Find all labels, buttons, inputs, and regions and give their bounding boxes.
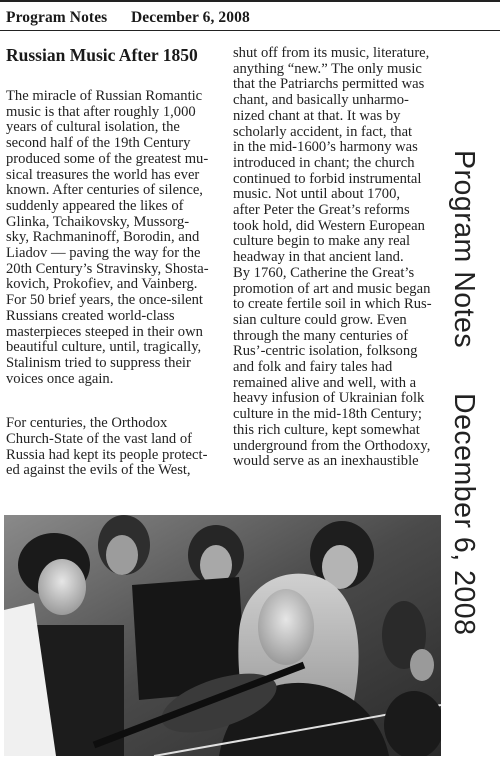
text-line: to create fertile soil in which Rus- <box>233 296 432 313</box>
text-line: ed against the evils of the West, <box>6 462 191 479</box>
sidebar-date: December 6, 2008 <box>448 392 480 636</box>
text-line: chant, and basically unharmo- <box>233 92 409 109</box>
text-line: introduced in chant; the church <box>233 154 415 171</box>
text-line: anything “new.” The only music <box>233 60 422 77</box>
text-line: For 50 brief years, the once-silent <box>6 292 203 309</box>
text-line: would serve as an inexhaustible <box>233 453 419 470</box>
text-line: Russians created world-class <box>6 307 175 324</box>
text-line: kovich, Prokofiev, and Vainberg. <box>6 276 198 293</box>
text-line: Rus’-centric isolation, folksong <box>233 343 418 360</box>
text-line: Russia had kept its people protect- <box>6 446 208 463</box>
text-line: 20th Century’s Stravinsky, Shosta- <box>6 260 209 277</box>
text-line: suddenly appeared the likes of <box>6 197 184 214</box>
text-line: heavy infusion of Ukrainian folk <box>233 390 425 407</box>
text-line: took hold, did Western European <box>233 217 425 234</box>
text-line: scholarly accident, in fact, that <box>233 123 413 140</box>
text-line: through the many centuries of <box>233 327 409 344</box>
text-line: culture in the mid-18th Century; <box>233 406 422 423</box>
orchestra-photo-illustration <box>4 515 441 756</box>
text-line: beautiful culture, until, tragically, <box>6 339 202 356</box>
text-line: this rich culture, kept somewhat <box>233 421 420 438</box>
orchestra-photo <box>4 515 441 756</box>
text-line: By 1760, Catherine the Great’s <box>233 264 415 281</box>
text-line: shut off from its music, literature, <box>233 45 430 61</box>
text-line: Church-State of the vast land of <box>6 431 193 448</box>
text-line: years of cultural isolation, the <box>6 119 180 136</box>
text-line: that the Patriarchs permitted was <box>233 76 425 93</box>
text-line: known. After centuries of silence, <box>6 182 203 199</box>
vertical-sidebar-label <box>447 150 480 635</box>
header-title: Program Notes <box>6 9 108 26</box>
text-line: For centuries, the Orthodox <box>6 415 168 432</box>
text-line: Liadov — paving the way for the <box>6 245 201 262</box>
text-line: and folk and fairy tales had <box>233 359 393 376</box>
header-bar <box>0 0 500 31</box>
text-line: after Peter the Great’s reforms <box>233 202 410 219</box>
text-line: headway in that ancient land. <box>233 249 404 266</box>
text-line: masterpieces steeped in their own <box>6 323 203 340</box>
text-line: sical treasures the world has ever <box>6 166 200 183</box>
text-line: in the mid-1600’s harmony was <box>233 139 418 156</box>
text-line: voices once again. <box>6 370 114 387</box>
text-line: music. Not until about 1700, <box>233 186 401 203</box>
text-line: music is that after roughly 1,000 <box>6 103 196 120</box>
text-line: continued to forbid instrumental <box>233 170 422 187</box>
text-line: remained alive and well, with a <box>233 374 417 391</box>
text-line: Glinka, Tchaikovsky, Mussorg- <box>6 213 190 230</box>
article-column-left <box>6 89 221 479</box>
text-line: nized chant at that. It was by <box>233 107 401 124</box>
text-line: culture begin to make any real <box>233 233 411 250</box>
article-column-right <box>233 46 448 470</box>
text-line: underground from the Orthodoxy, <box>233 437 431 454</box>
article-title: Russian Music After 1850 <box>6 45 198 65</box>
text-line: promotion of art and music began <box>233 280 431 297</box>
text-line: The miracle of Russian Romantic <box>6 88 203 104</box>
text-line: Stalinism tried to suppress their <box>6 354 191 371</box>
header-date: December 6, 2008 <box>131 9 250 26</box>
text-line: sian culture could grow. Even <box>233 311 407 328</box>
sidebar-title: Program Notes <box>448 150 480 349</box>
paragraph-gap <box>6 387 221 416</box>
text-line: produced some of the greatest mu- <box>6 150 209 167</box>
text-line: sky, Rachmaninoff, Borodin, and <box>6 229 200 246</box>
text-line: second half of the 19th Century <box>6 135 191 152</box>
